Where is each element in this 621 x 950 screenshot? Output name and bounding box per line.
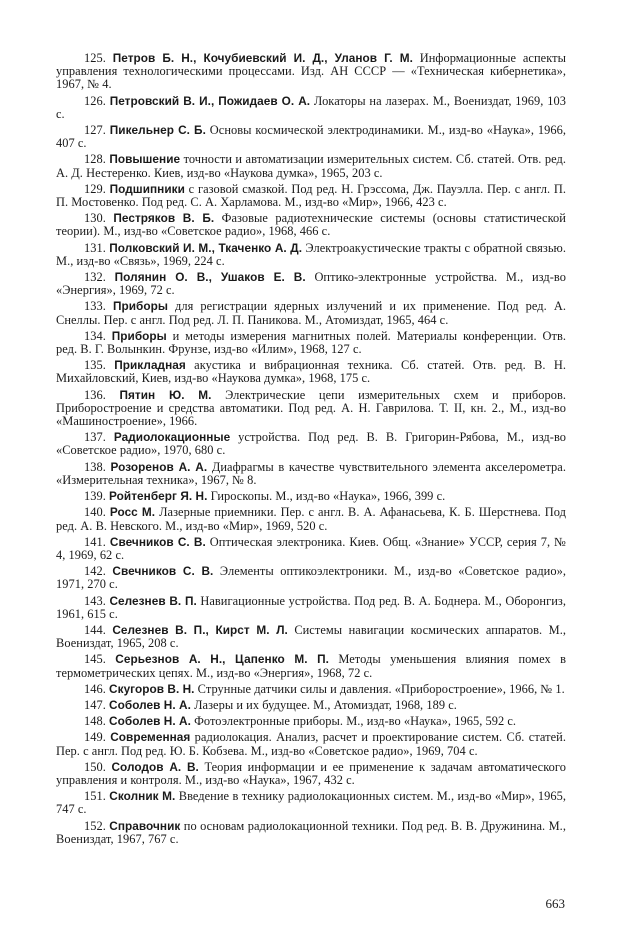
- entry-text: Оптико-электронные устройства. М., изд-во «Энергия», 1969, 72 с.: [56, 270, 566, 298]
- entry-number: 138.: [84, 459, 106, 474]
- entry-128: [56, 153, 566, 179]
- entry-125: [56, 52, 566, 92]
- entry-text: и методы измерения магнитных полей. Материалы конференции. Отв. ред. В. Г. Волынкин. Фрунзе, изд-во «Илим», 1968, 127 с.: [56, 328, 566, 357]
- entry-text: Электроакустические тракты с обратной связью. М., изд-во «Связь», 1969, 224 с.: [56, 240, 566, 268]
- entry-text: для регистрации ядерных излучений и их применение. Под ред. А. Снеллы. Пер. с англ. Под ред. Л. П. Паникова. М., Атомиздат, 1965, 464 с.: [56, 299, 566, 327]
- entry-text: Навигационные устройства. Под ред. В. А. Боднера. М., Оборонгиз, 1961, 615 с.: [56, 593, 566, 621]
- entry-author: Соболев Н. А.: [109, 697, 191, 712]
- entry-number: 132.: [84, 270, 106, 285]
- entry-author: Пикельнер С. Б.: [109, 123, 206, 138]
- entry-126: [56, 95, 566, 121]
- entry-132: [56, 271, 566, 297]
- bibliography-list: [56, 52, 566, 849]
- entry-text: Системы навигации космических аппаратов. М., Воениздат, 1965, 208 с.: [56, 622, 566, 651]
- entry-author: Скугоров В. Н.: [109, 681, 195, 696]
- entry-author: Селезнев В. П.: [109, 593, 197, 608]
- entry-author: Пятин Ю. М.: [119, 387, 212, 402]
- entry-text: Теория информации и ее применение к задачам автоматического управления и контроля. М., изд-во «Наука», 1967, 432 с.: [56, 759, 566, 787]
- page-number: 663: [545, 896, 565, 911]
- entry-number: 136.: [84, 387, 106, 402]
- entry-138: [56, 461, 566, 487]
- entry-number: 128.: [84, 152, 106, 167]
- entry-number: 135.: [84, 358, 106, 373]
- entry-number: 152.: [84, 818, 106, 833]
- entry-number: 142.: [84, 564, 106, 579]
- entry-number: 149.: [84, 730, 106, 745]
- entry-text: Фотоэлектронные приборы. М., изд-во «Наука», 1965, 592 с.: [194, 714, 517, 729]
- entry-number: 147.: [84, 697, 106, 712]
- entry-number: 150.: [84, 759, 106, 774]
- entry-text: точности и автоматизации измерительных систем. Сб. статей. Отв. ред. А. Д. Нестеренко. Киев, изд-во «Наукова думка», 1965, 203 с.: [56, 152, 567, 180]
- entry-text: Оптическая электроника. Киев. Общ. «Знание» УССР, серия 7, № 4, 1969, 62 с.: [56, 534, 567, 562]
- entry-author: Полковский И. М., Ткаченко А. Д.: [109, 240, 303, 255]
- entry-134: [56, 330, 566, 356]
- entry-number: 126.: [84, 93, 106, 108]
- entry-text: Электрические цепи измерительных схем и приборов. Приборостроение и средства автоматики. Под ред. А. Н. Гаврилова. Т. II, кн. 2., М., изд-во «Машиностроение», 1966.: [56, 387, 567, 429]
- entry-number: 134.: [84, 328, 106, 343]
- entry-text: Методы уменьшения влияния помех в термометрических цепях. М., изд-во «Энергия», 1968, 72 с.: [56, 652, 566, 680]
- entry-152: [56, 820, 566, 846]
- entry-author: Сколник М.: [109, 789, 176, 804]
- entry-number: 137.: [84, 430, 106, 445]
- entry-133: [56, 300, 566, 326]
- entry-author: Подшипники: [109, 181, 185, 196]
- entry-number: 145.: [84, 652, 106, 667]
- entry-141: [56, 536, 566, 562]
- entry-130: [56, 212, 566, 238]
- entry-148: [56, 715, 566, 728]
- entry-151: [56, 790, 566, 816]
- entry-author: Серьезнов А. Н., Цапенко М. П.: [115, 652, 329, 667]
- entry-author: Справочник: [109, 818, 181, 833]
- entry-number: 144.: [84, 622, 106, 637]
- entry-text: Диафрагмы в качестве чувствительного элемента акселерометра. «Измерительная техника», 1967, № 8.: [56, 459, 567, 487]
- entry-135: [56, 359, 566, 385]
- entry-text: с газовой смазкой. Под ред. Н. Грэссома, Дж. Пауэлла. Пер. с англ. П. П. Мостовенко. Под ред. С. А. Харламова. М., изд-во «Мир», 1966, 423 с.: [56, 181, 566, 210]
- entry-number: 125.: [84, 51, 106, 65]
- entry-number: 131.: [84, 240, 106, 255]
- entry-text: Введение в технику радиолокационных систем. М., изд-во «Мир», 1965, 747 с.: [56, 789, 566, 817]
- entry-142: [56, 565, 566, 591]
- entry-text: Основы космической электродинамики. М., изд-во «Наука», 1966, 407 с.: [56, 123, 566, 151]
- entry-149: [56, 731, 566, 757]
- entry-text: радиолокация. Анализ, расчет и проектирование систем. Сб. статей. Пер. с англ. Под ред. Ю. Б. Кобзева. М., изд-во «Советское радио», 1969, 704 с.: [56, 730, 567, 758]
- entry-author: Ройтенберг Я. Н.: [109, 489, 208, 504]
- entry-140: [56, 506, 566, 532]
- entry-137: [56, 431, 566, 457]
- entry-author: Приборы: [111, 328, 167, 343]
- entry-text: Гироскопы. М., изд-во «Наука», 1966, 399 с.: [210, 489, 446, 504]
- entry-text: Локаторы на лазерах. М., Воениздат, 1969, 103 с.: [56, 93, 566, 121]
- entry-number: 133.: [84, 299, 106, 314]
- entry-author: Селезнев В. П., Кирст М. Л.: [112, 622, 288, 637]
- entry-author: Повышение: [109, 152, 181, 167]
- entry-number: 130.: [84, 211, 106, 226]
- entry-text: Лазерные приемники. Пер. с англ. В. А. Афанасьева, К. Б. Шерстнева. Под ред. А. В. Невского. М., изд-во «Мир», 1969, 520 с.: [56, 505, 566, 533]
- entry-author: Петровский В. И., Пожидаев О. А.: [109, 93, 311, 108]
- entry-number: 146.: [84, 681, 106, 696]
- entry-text: акустика и вибрационная техника. Сб. статей. Отв. ред. В. Н. Михайловский, Киев, изд-во «Наукова думка», 1968, 175 с.: [56, 358, 566, 386]
- entry-number: 151.: [84, 789, 106, 804]
- entry-author: Приборы: [112, 299, 168, 314]
- entry-author: Росс М.: [109, 505, 156, 520]
- entry-145: [56, 653, 566, 679]
- entry-text: устройства. Под ред. В. В. Григорин-Рябова, М., изд-во «Советское радио», 1970, 680 с.: [56, 430, 567, 458]
- entry-number: 127.: [84, 123, 106, 138]
- entry-131: [56, 242, 566, 268]
- entry-author: Свечников С. В.: [112, 564, 214, 579]
- entry-143: [56, 595, 566, 621]
- entry-author: Петров Б. Н., Кочубиевский И. Д., Уланов Г. М.: [112, 51, 413, 65]
- entry-author: Полянин О. В., Ушаков Е. В.: [114, 270, 306, 285]
- entry-147: [56, 699, 566, 712]
- entry-150: [56, 761, 566, 787]
- entry-144: [56, 624, 566, 650]
- entry-author: Современная: [110, 730, 191, 745]
- entry-text: Элементы оптикоэлектроники. М., изд-во «Советское радио», 1971, 270 с.: [56, 564, 567, 592]
- entry-author: Свечников С. В.: [109, 534, 206, 549]
- entry-author: Радиолокационные: [113, 430, 231, 445]
- entry-text: Струнные датчики силы и давления. «Приборостроение», 1966, № 1.: [197, 681, 565, 696]
- entry-number: 141.: [84, 534, 106, 549]
- entry-127: [56, 124, 566, 150]
- entry-author: Солодов А. В.: [111, 759, 199, 774]
- entry-author: Соболев Н. А.: [109, 714, 191, 729]
- entry-author: Пестряков В. Б.: [113, 211, 215, 226]
- entry-text: Лазеры и их будущее. М., Атомиздат, 1968, 189 с.: [194, 697, 457, 712]
- entry-number: 148.: [84, 714, 106, 729]
- entry-text: по основам радиолокационной техники. Под ред. В. В. Дружинина. М., Воениздат, 1967, 767 с.: [56, 818, 566, 846]
- entry-author: Розоренов А. А.: [110, 459, 208, 474]
- entry-author: Прикладная: [114, 358, 186, 373]
- entry-139: [56, 490, 566, 503]
- entry-number: 129.: [84, 181, 106, 196]
- entry-number: 143.: [84, 593, 106, 608]
- entry-129: [56, 183, 566, 209]
- entry-146: [56, 683, 566, 696]
- entry-text: Информационные аспекты управления технологическими процессами. Изд. АН СССР — «Техническая кибернетика», 1967, № 4.: [56, 51, 566, 92]
- entry-136: [56, 389, 566, 429]
- entry-number: 140.: [84, 505, 106, 520]
- entry-number: 139.: [84, 489, 106, 504]
- entry-text: Фазовые радиотехнические системы (основы статистической теории). М., изд-во «Советское радио», 1968, 466 с.: [56, 211, 566, 239]
